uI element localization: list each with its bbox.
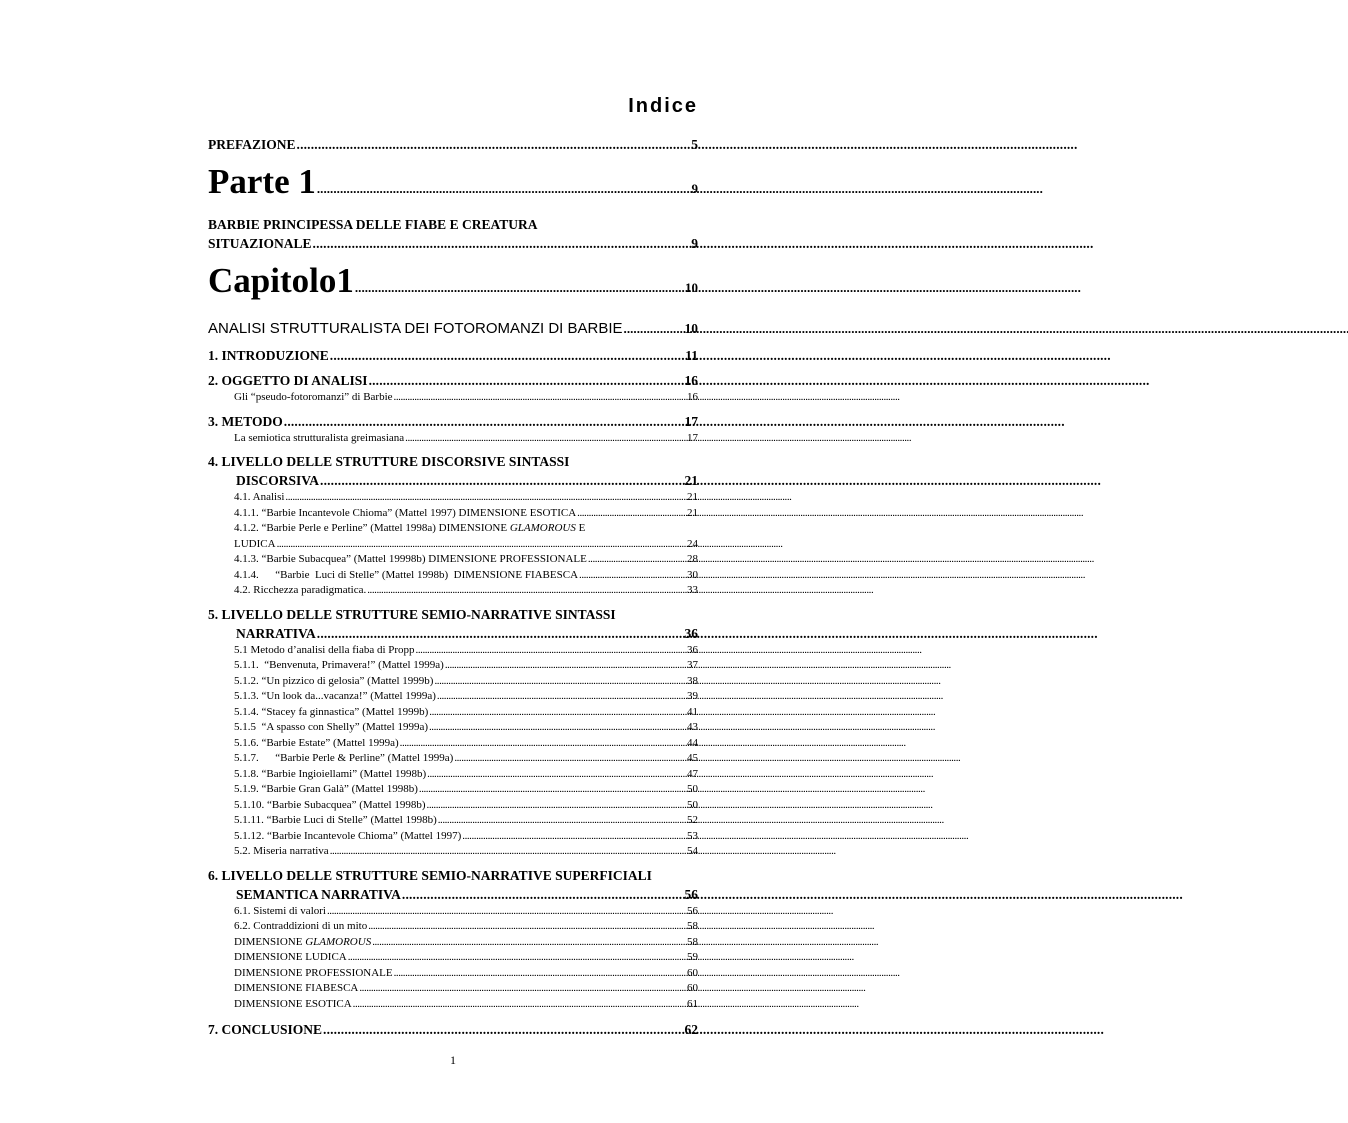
toc-entry[interactable]	[208, 490, 698, 506]
page-number: 1	[450, 1053, 456, 1067]
leader-dots	[437, 689, 686, 705]
leader-dots	[394, 966, 686, 982]
toc-entry-page: 56	[687, 904, 698, 917]
toc-entry-title: 5.1.7. “Barbie Perle & Perline” (Mattel 1999a)	[234, 752, 454, 764]
toc-entry[interactable]	[208, 583, 698, 599]
toc-entry-page: 45	[687, 752, 698, 764]
toc-entry-page: 60	[687, 966, 698, 979]
toc-entry[interactable]	[208, 390, 698, 406]
toc-entry-title-cont: LUDICA	[234, 537, 276, 550]
toc-entry-page: 5	[691, 137, 698, 152]
toc-entry-page: 47	[687, 767, 698, 780]
toc-entry-page: 38	[687, 674, 698, 687]
toc-entry[interactable]	[208, 605, 698, 643]
toc-entry-title: 5.1 Metodo d’analisi della fiaba di Propp	[234, 643, 415, 656]
toc-entry-title: 5.1.8. “Barbie Ingioiellami” (Mattel 1998b)	[234, 767, 427, 780]
toc-entry-page: 59	[687, 951, 698, 963]
toc-entry-title: 5. LIVELLO DELLE STRUTTURE SEMIO-NARRATIVE SINTASSI	[208, 606, 616, 622]
toc-entry-title: 4.2. Ricchezza paradigmatica.	[234, 584, 367, 596]
toc-entry-title: 4.1. Analisi	[234, 491, 285, 503]
leader-dots	[323, 1020, 683, 1039]
toc-subsection-list	[208, 643, 698, 860]
toc-entry-title: 7. CONCLUSIONE	[208, 1022, 323, 1037]
toc-entry-page: 44	[687, 736, 698, 749]
toc-entry-page: 21	[687, 506, 698, 519]
toc-entry-page: 58	[687, 935, 698, 948]
toc-entry-title: Gli “pseudo-fotoromanzi” di Barbie	[234, 391, 393, 403]
leader-dots	[372, 935, 686, 951]
leader-dots	[400, 736, 686, 752]
leader-dots	[427, 767, 686, 783]
leader-dots	[330, 844, 686, 860]
toc-entry-page: 54	[687, 845, 698, 857]
toc-entry-title-cont: DISCORSIVA	[236, 473, 320, 488]
leader-dots	[454, 751, 686, 767]
toc-entry[interactable]	[208, 935, 698, 951]
toc-entry-title: 4.1.1. “Barbie Incantevole Chioma” (Mattel 1997) DIMENSIONE ESOTICA	[234, 506, 577, 519]
toc-entry[interactable]	[208, 643, 698, 659]
table-of-contents	[208, 135, 698, 1039]
toc-entry-title: PREFAZIONE	[208, 137, 296, 152]
toc-entry-page: 21	[684, 473, 698, 488]
toc-entry-page: 28	[687, 553, 698, 565]
toc-entry-page: 16	[687, 391, 698, 403]
toc-entry-page: 17	[687, 431, 698, 444]
toc-entry-page: 39	[687, 690, 698, 702]
toc-entry-page: 21	[687, 491, 698, 503]
toc-entry-title: 4.1.2. “Barbie Perle e Perline” (Mattel 1998a) DIMENSIONE GLAMOROUS E	[234, 522, 586, 534]
toc-entry[interactable]	[208, 162, 698, 209]
toc-entry-title: 5.1.12. “Barbie Incantevole Chioma” (Mattel 1997)	[234, 829, 462, 842]
toc-entry-page: 16	[684, 373, 698, 388]
toc-entry[interactable]	[208, 135, 698, 154]
toc-entry-title: 5.1.4. “Stacey fa ginnastica” (Mattel 1999b)	[234, 705, 429, 718]
toc-entry[interactable]	[208, 705, 698, 721]
toc-entry[interactable]	[208, 997, 698, 1013]
leader-dots	[434, 674, 686, 690]
toc-entry[interactable]	[208, 261, 698, 308]
toc-entry[interactable]	[208, 736, 698, 752]
toc-entry-title: Parte 1	[208, 162, 316, 201]
leader-dots	[394, 390, 686, 406]
toc-entry-title: 5.1.1. “Benvenuta, Primavera!” (Mattel 1999a)	[234, 659, 444, 671]
leader-dots	[313, 234, 691, 253]
toc-entry[interactable]	[208, 767, 698, 783]
toc-entry[interactable]	[208, 919, 698, 935]
leader-dots	[359, 981, 686, 997]
toc-entry[interactable]	[208, 215, 698, 253]
toc-entry-title: 5.1.3. “Un look da...vacanza!” (Mattel 1999a)	[234, 690, 436, 702]
toc-entry-page: 33	[687, 584, 698, 596]
toc-entry-title: 6.1. Sistemi di valori	[234, 904, 326, 917]
toc-entry-title: BARBIE PRINCIPESSA DELLE FIABE E CREATURA	[208, 217, 538, 232]
toc-entry-page: 36	[684, 625, 698, 641]
toc-entry-page: 24	[687, 537, 698, 550]
toc-entry-title: 5.1.11. “Barbie Luci di Stelle” (Mattel 1998b)	[234, 814, 437, 826]
toc-entry-title: 4.1.4. “Barbie Luci di Stelle” (Mattel 1998b) DIMENSIONE FIABESCA	[234, 568, 579, 581]
toc-entry[interactable]	[208, 798, 698, 814]
toc-entry-title: 5.1.10. “Barbie Subacquea” (Mattel 1998b)	[234, 798, 426, 811]
toc-entry-page: 58	[687, 920, 698, 932]
leader-dots	[462, 829, 686, 845]
toc-entry-page: 9	[691, 181, 698, 196]
toc-entry-page: 60	[687, 982, 698, 994]
leader-dots	[402, 885, 684, 904]
leader-dots	[367, 583, 686, 599]
toc-entry[interactable]	[208, 844, 698, 860]
toc-entry-page: 50	[687, 783, 698, 795]
toc-entry-title: DIMENSIONE ESOTICA	[234, 997, 352, 1010]
leader-dots	[284, 412, 684, 431]
leader-dots	[285, 490, 686, 506]
toc-entry[interactable]	[208, 689, 698, 705]
leader-dots	[416, 643, 686, 659]
toc-entry-title: 6.2. Contraddizioni di un mito	[234, 920, 368, 932]
leader-dots	[327, 904, 686, 920]
toc-entry-page: 61	[687, 997, 698, 1010]
toc-entry-page: 52	[687, 814, 698, 826]
toc-entry[interactable]	[208, 371, 698, 390]
toc-entry-title: La semiotica strutturalista greimasiana	[234, 431, 405, 444]
toc-entry[interactable]	[208, 431, 698, 447]
leader-dots	[353, 997, 686, 1013]
toc-entry-page: 41	[687, 705, 698, 718]
toc-entry[interactable]	[208, 751, 698, 767]
leader-dots	[348, 950, 686, 966]
toc-entry-page: 10	[684, 321, 698, 336]
toc-entry[interactable]	[208, 412, 698, 431]
toc-entry-title: DIMENSIONE GLAMOROUS	[234, 935, 372, 948]
toc-entry[interactable]	[208, 950, 698, 966]
toc-entry-title: 5.1.6. “Barbie Estate” (Mattel 1999a)	[234, 736, 399, 749]
toc-entry[interactable]	[208, 318, 698, 340]
toc-entry-page: 50	[687, 798, 698, 811]
toc-entry-title: DIMENSIONE PROFESSIONALE	[234, 966, 393, 979]
leader-dots	[317, 624, 684, 643]
leader-dots	[588, 552, 686, 568]
toc-entry-title: 3. METODO	[208, 413, 283, 429]
toc-entry-title: 1. INTRODUZIONE	[208, 348, 329, 363]
toc-entry[interactable]	[208, 1020, 698, 1039]
toc-entry-title: 5.2. Miseria narrativa	[234, 845, 329, 857]
leader-dots	[369, 371, 684, 390]
toc-entry-page: 56	[684, 886, 698, 902]
toc-entry-title-cont: NARRATIVA	[236, 625, 316, 641]
leader-dots	[368, 919, 686, 935]
leader-dots	[624, 318, 684, 340]
toc-entry-title: 2. OGGETTO DI ANALISI	[208, 373, 368, 388]
toc-entry[interactable]	[208, 674, 698, 690]
toc-entry[interactable]	[208, 966, 698, 982]
toc-entry[interactable]	[208, 521, 698, 552]
toc-entry-title: 6. LIVELLO DELLE STRUTTURE SEMIO-NARRATIVE SUPERFICIALI	[208, 867, 652, 883]
toc-entry-title: 5.1.5 “A spasso con Shelly” (Mattel 1999a)	[234, 721, 428, 733]
leader-dots	[579, 568, 686, 584]
toc-entry[interactable]	[208, 829, 698, 845]
toc-entry[interactable]	[208, 552, 698, 568]
leader-dots	[438, 813, 686, 829]
toc-entry-page: 30	[687, 568, 698, 581]
toc-entry-title: 5.1.2. “Un pizzico di gelosia” (Mattel 1999b)	[234, 674, 434, 687]
toc-entry-page: 53	[687, 829, 698, 842]
toc-entry-title: 4. LIVELLO DELLE STRUTTURE DISCORSIVE SINTASSI	[208, 454, 570, 469]
toc-entry-page: 43	[687, 721, 698, 733]
toc-entry-page: 62	[684, 1022, 698, 1037]
toc-entry-title: 5.1.9. “Barbie Gran Galà” (Mattel 1998b)	[234, 783, 418, 795]
toc-entry-title-cont: SITUAZIONALE	[208, 236, 312, 251]
leader-dots	[419, 782, 686, 798]
toc-entry-page: 9	[691, 236, 698, 251]
leader-dots	[297, 135, 691, 154]
toc-entry-title-cont: SEMANTICA NARRATIVA	[236, 886, 401, 902]
toc-entry[interactable]	[208, 720, 698, 736]
leader-dots	[317, 169, 691, 209]
toc-entry-page: 10	[685, 280, 698, 295]
leader-dots	[277, 537, 686, 553]
toc-entry[interactable]	[208, 506, 698, 522]
leader-dots	[427, 798, 686, 814]
toc-entry[interactable]	[208, 658, 698, 674]
leader-dots	[445, 658, 686, 674]
toc-entry[interactable]	[208, 981, 698, 997]
toc-entry-title: 4.1.3. “Barbie Subacquea” (Mattel 19998b) DIMENSIONE PROFESSIONALE	[234, 553, 587, 565]
leader-dots	[320, 471, 683, 490]
toc-entry[interactable]	[208, 782, 698, 798]
toc-entry[interactable]	[208, 568, 698, 584]
toc-entry[interactable]	[208, 866, 698, 904]
leader-dots	[330, 346, 684, 365]
leader-dots	[429, 705, 686, 721]
toc-entry[interactable]	[208, 813, 698, 829]
toc-entry-page: 17	[684, 413, 698, 429]
toc-entry-title: Capitolo1	[208, 261, 354, 300]
toc-entry-page: 11	[685, 348, 698, 363]
toc-entry[interactable]	[208, 346, 698, 365]
leader-dots	[355, 268, 684, 308]
toc-entry-title: ANALISI STRUTTURALISTA DEI FOTOROMANZI DI BARBIE	[208, 320, 623, 337]
toc-entry-page: 36	[687, 643, 698, 656]
toc-entry-title: DIMENSIONE FIABESCA	[234, 982, 359, 994]
page-title: Indice	[628, 95, 698, 117]
toc-entry[interactable]	[208, 452, 698, 490]
toc-entry-page: 37	[687, 659, 698, 671]
toc-entry-title: DIMENSIONE LUDICA	[234, 951, 347, 963]
leader-dots	[429, 720, 686, 736]
leader-dots	[577, 506, 686, 522]
leader-dots	[405, 431, 686, 447]
toc-entry[interactable]	[208, 904, 698, 920]
